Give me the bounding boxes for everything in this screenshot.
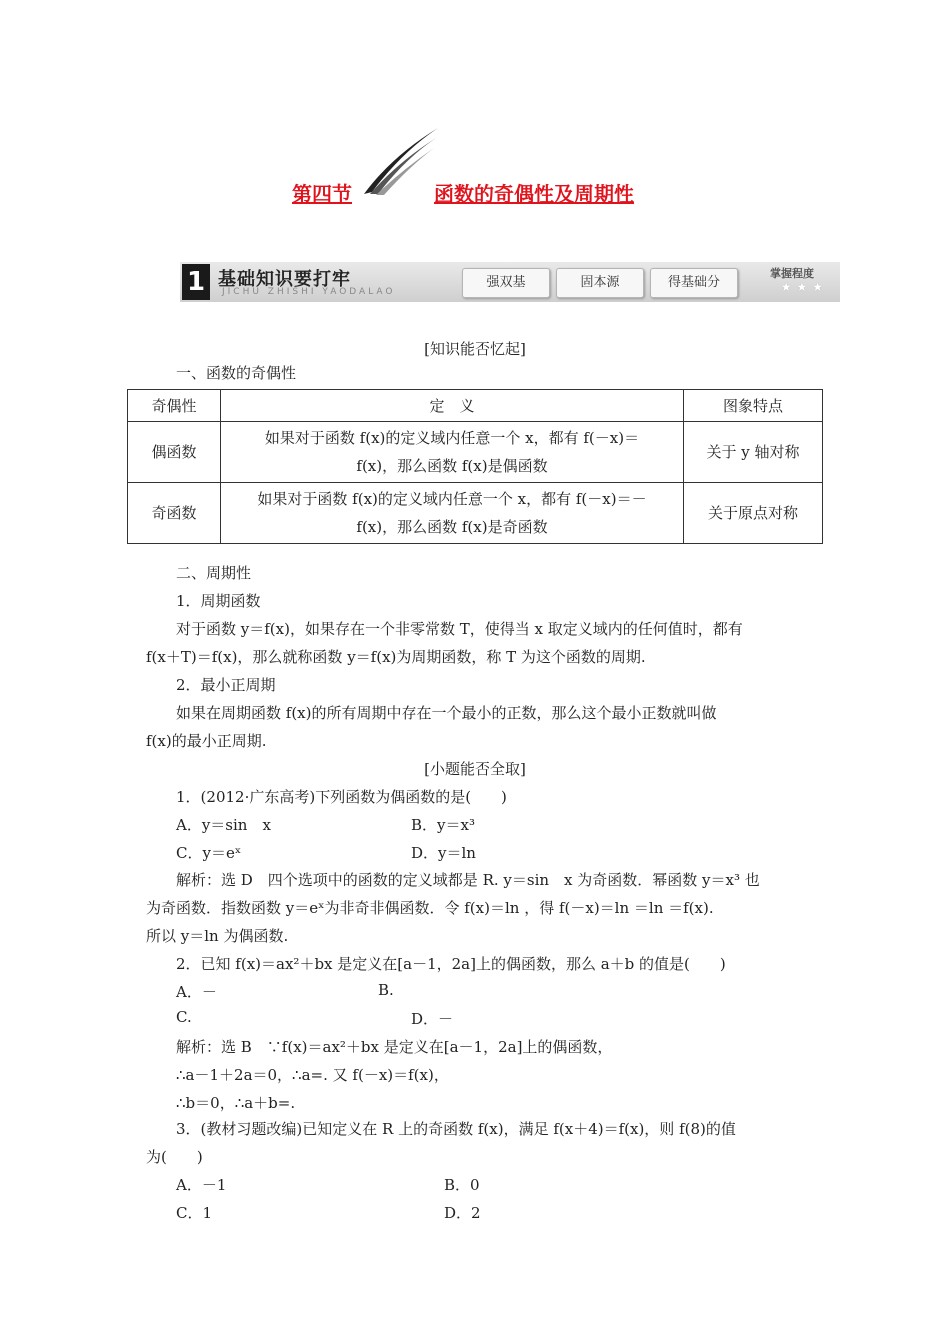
analysis-line: 解析：选 D 四个选项中的函数的定义域都是 R. y＝sin x 为奇函数．幂函数 y＝x³ 也 xyxy=(176,871,760,889)
tab-basic-score[interactable]: 得基础分 xyxy=(650,268,738,298)
option: D．2 xyxy=(444,1204,481,1222)
definition-line: 如果对于函数 f(x)的定义域内任意一个 x，都有 f(－x)＝－ xyxy=(257,490,647,508)
quiz-heading: [小题能否全取] xyxy=(424,760,526,778)
section-banner xyxy=(180,262,840,302)
analysis-line: ∴b＝0，∴a＋b=. xyxy=(176,1094,296,1112)
analysis-line: 解析：选 B ∵f(x)＝ax²＋bx 是定义在[a－1，2a]上的偶函数， xyxy=(176,1038,613,1056)
period-subheading: 2．最小正周期 xyxy=(176,676,276,694)
period-subheading: 1．周期函数 xyxy=(176,592,261,610)
paragraph-line: 如果在周期函数 f(x)的所有周期中存在一个最小的正数，那么这个最小正数就叫做 xyxy=(176,704,717,722)
paragraph-line: 对于函数 y＝f(x)，如果存在一个非零常数 T，使得当 x 取定义域内的任何值时，都有 xyxy=(176,620,743,638)
option: C. xyxy=(176,1008,192,1026)
banner-title: 基础知识要打牢 xyxy=(218,269,351,290)
recall-heading: [知识能否忆起] xyxy=(424,340,526,358)
option: A．－ xyxy=(176,983,217,1001)
definition-line: f(x)，那么函数 f(x)是偶函数 xyxy=(356,457,548,475)
option: A．－1 xyxy=(176,1176,227,1194)
analysis-line: 为奇函数．指数函数 y＝eˣ为非奇非偶函数．令 f(x)＝ln ，得 f(－x)＝ln ＝ln ＝f(x). xyxy=(146,899,714,917)
paragraph-line: f(x＋T)＝f(x)，那么就称函数 y＝f(x)为周期函数，称 T 为这个函数的周期. xyxy=(146,648,646,666)
row-graph: 关于 y 轴对称 xyxy=(684,422,823,483)
parity-heading: 一、函数的奇偶性 xyxy=(176,364,297,382)
page-title xyxy=(0,172,950,212)
option: A．y＝sin x xyxy=(176,816,271,834)
row-name: 奇函数 xyxy=(128,483,221,544)
table-header: 奇偶性 xyxy=(128,390,221,422)
mastery-stars: ★★★ xyxy=(780,280,828,294)
option: C．y＝eˣ xyxy=(176,844,242,862)
period-heading: 二、周期性 xyxy=(176,564,252,582)
table-header: 图象特点 xyxy=(684,390,823,422)
paragraph-line: f(x)的最小正周期. xyxy=(146,732,267,750)
row-graph: 关于原点对称 xyxy=(684,483,823,544)
definition-line: 如果对于函数 f(x)的定义域内任意一个 x，都有 f(－x)＝ xyxy=(264,429,640,447)
mastery-label: 掌握程度 xyxy=(770,267,814,280)
analysis-line: 所以 y＝ln 为偶函数. xyxy=(146,927,289,945)
option: D．－ xyxy=(411,1010,454,1028)
question-stem: 2．已知 f(x)＝ax²＋bx 是定义在[a－1，2a]上的偶函数，那么 a＋b 的值是( ) xyxy=(176,955,726,973)
banner-pinyin: JICHU ZHISHI YAODALAO xyxy=(222,287,396,297)
option: B. xyxy=(378,981,394,999)
row-name: 偶函数 xyxy=(128,422,221,483)
table-row xyxy=(128,422,823,483)
analysis-line: ∴a－1＋2a＝0，∴a=. 又 f(－x)＝f(x)， xyxy=(176,1066,449,1084)
option: B．0 xyxy=(444,1176,480,1194)
parity-table xyxy=(127,389,823,544)
tab-strengthen[interactable]: 强双基 xyxy=(462,268,550,298)
question-stem: 1．(2012·广东高考)下列函数为偶函数的是( ) xyxy=(176,788,507,806)
section-number: 第四节 xyxy=(292,182,352,206)
option: D．y＝ln xyxy=(411,844,476,862)
question-stem: 3．(教材习题改编)已知定义在 R 上的奇函数 f(x)，满足 f(x＋4)＝f(x)，则 f(8)的值 xyxy=(176,1120,736,1138)
row-definition xyxy=(221,422,684,483)
row-definition xyxy=(221,483,684,544)
definition-line: f(x)，那么函数 f(x)是奇函数 xyxy=(356,518,548,536)
banner-number: 1 xyxy=(182,264,210,300)
tab-consolidate[interactable]: 固本源 xyxy=(556,268,644,298)
option: C．1 xyxy=(176,1204,213,1222)
section-title: 函数的奇偶性及周期性 xyxy=(434,182,634,206)
option: B．y＝x³ xyxy=(411,816,475,834)
question-stem: 为( ) xyxy=(146,1148,203,1166)
table-row xyxy=(128,483,823,544)
table-header: 定 义 xyxy=(221,390,684,422)
